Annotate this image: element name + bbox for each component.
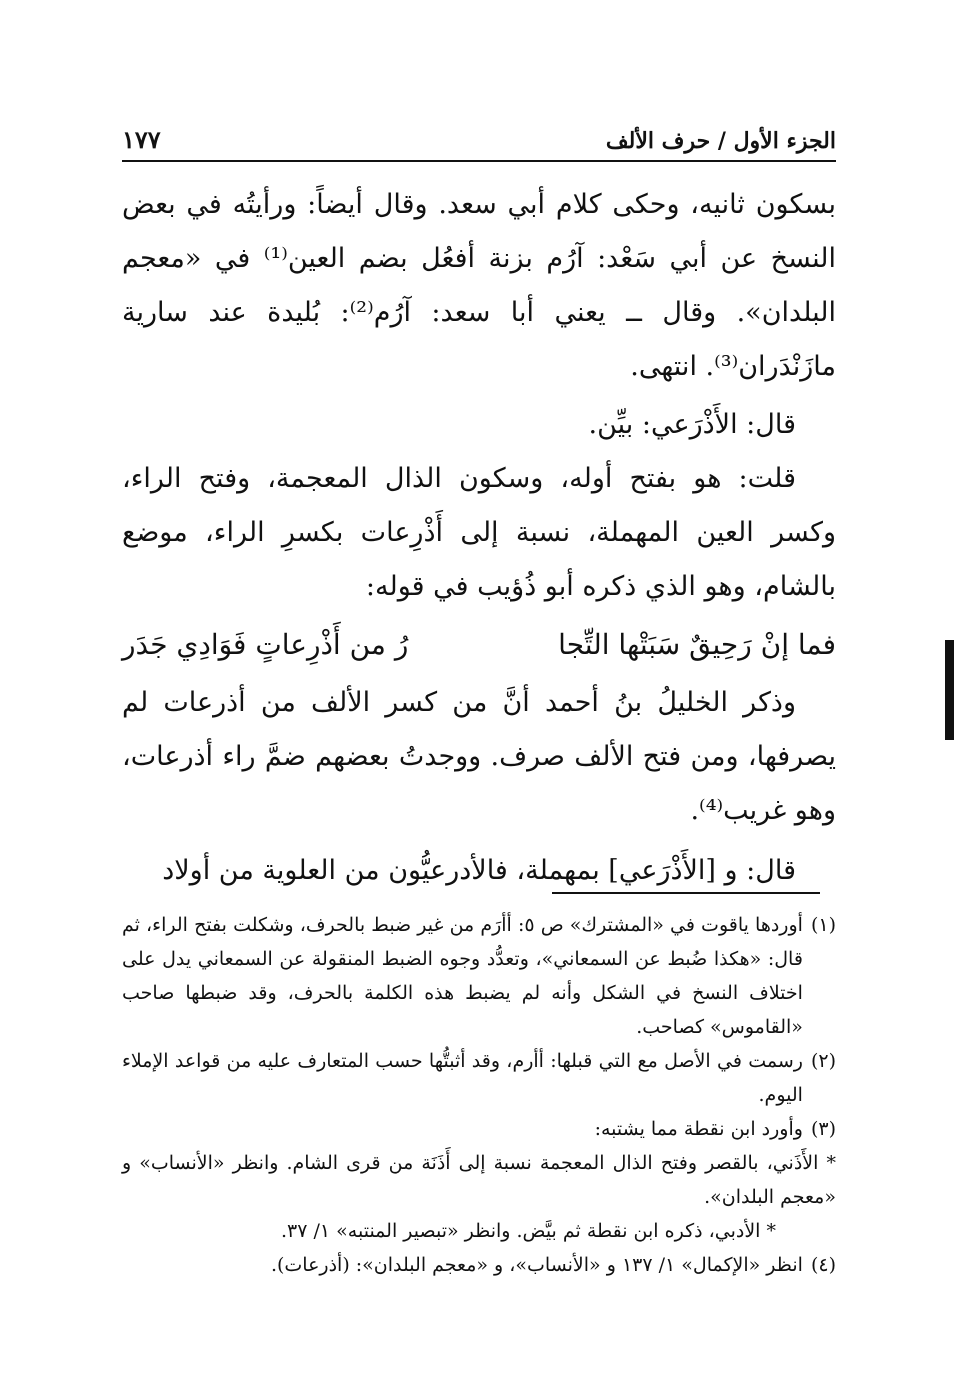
footnotes [122,908,836,1282]
verse-first-hemistich: فما إنْ رَحِيقٌ سَبَتْها التِّجا [558,628,836,661]
paragraph-1: بسكون ثانيه، وحكى كلام أبي سعد. وقال أيضاً: ورأيتُه في بعض النسخ عن أبي سَعْد: آرُم بزنة أفعُل بضم العين⁽¹⁾ في «معجم البلدان». وقال ــ يعني أبا سعد: آرُم⁽²⁾: بُليدة عند سارية مازَنْدَران⁽³⁾. انتهى. [122,189,837,382]
footnote-number: (١) [810,914,836,936]
paragraph-3: قلت: هو بفتح أوله، وسكون الذال المعجمة، وفتح الراء، وكسر العين المهملة، نسبة إلى أَذْرِعات بكسرِ الراء، موضع بالشام، وهو الذي ذكره أبو ذُؤيب في قوله: [122,463,836,602]
scan-edge-mark [945,640,954,740]
paragraph-2: قال: الأَذْرَعي: بيِّن. [588,409,796,440]
page-number: ١٧٧ [122,125,161,154]
footnote-text: انظر «الإكمال» ١/ ١٣٧ و «الأنساب»، و «معجم البلدان»: (أذرعات). [270,1254,803,1276]
footnote-number: (٢) [810,1050,836,1072]
footnote-separator [552,892,820,894]
paragraph-4: وذكر الخليلُ بنُ أحمد أنَّ من كسر الألف من أذرعات لم يصرفها، ومن فتح الألف صرف. ووجدتُ بعضهم ضمَّ راء أذرعات، وهو غريب⁽⁴⁾. [122,687,836,826]
footnote-2 [122,1044,836,1112]
footnote-3-item-2: * الأدبي، ذكره ابن نقطة ثم بيَّض. وانظر «تبصير المنتبه» ١/ ٣٧. [280,1220,776,1242]
footnote-4 [122,1248,836,1282]
poetry-verse [122,618,836,672]
footnote-3-item-1: * الأَذَني، بالقصر وفتح الذال المعجمة نسبة إلى أَذَنَة من قرى الشام. وانظر «الأنساب» و «معجم البلدان». [122,1152,836,1208]
footnote-text: رسمت في الأصل مع التي قبلها: أأرم، وقد أثبتُّها حسب المتعارف عليه من قواعد الإملاء اليوم. [122,1050,803,1106]
footnote-text: وأورد ابن نقطة مما يشتبه: [594,1118,803,1140]
footnote-1 [122,908,836,1044]
footnote-text: أوردها ياقوت في «المشترك» ص ٥: أأرَم من غير ضبط بالحرف، وشكلت بفتح الراء، ثم قال: «هكذا ضُبط عن السمعاني»، وتعدُّد وجوه الضبط المنقولة عن السمعاني يدل على اختلاف النسخ في الشكل وأنه لم يضبط هذه الكلمة بالحرف، وقد ضبطها صاحب «القاموس» كصاحب. [122,914,803,1038]
main-text [122,178,836,898]
footnote-number: (٤) [810,1254,836,1276]
footnote-number: (٣) [810,1118,836,1140]
footnote-3 [122,1112,836,1146]
verse-second-hemistich: رُ من أَذْرِعاتٍ فَوَادِي جَدَر [122,628,409,661]
paragraph-5: قال: و [الأَذْرَعي] بمهملة، فالأدرعيُّون من العلوية من أولاد [162,855,796,886]
page-header [122,118,836,162]
running-title: الجزء الأول / حرف الألف [605,128,836,154]
